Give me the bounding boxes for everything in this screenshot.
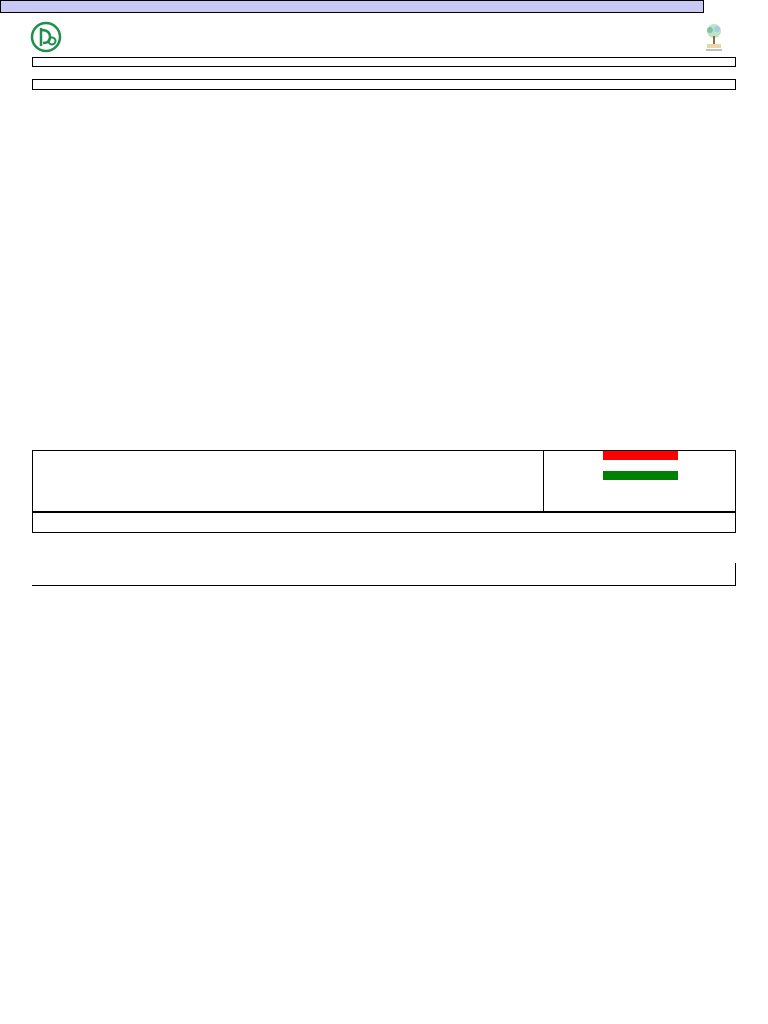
notes-divider xyxy=(543,450,544,512)
signature-section xyxy=(32,512,736,533)
hujan-swatch xyxy=(603,451,678,460)
footer-box xyxy=(32,563,736,586)
gerimis-swatch xyxy=(603,471,678,480)
rainfall-grid xyxy=(0,0,768,460)
